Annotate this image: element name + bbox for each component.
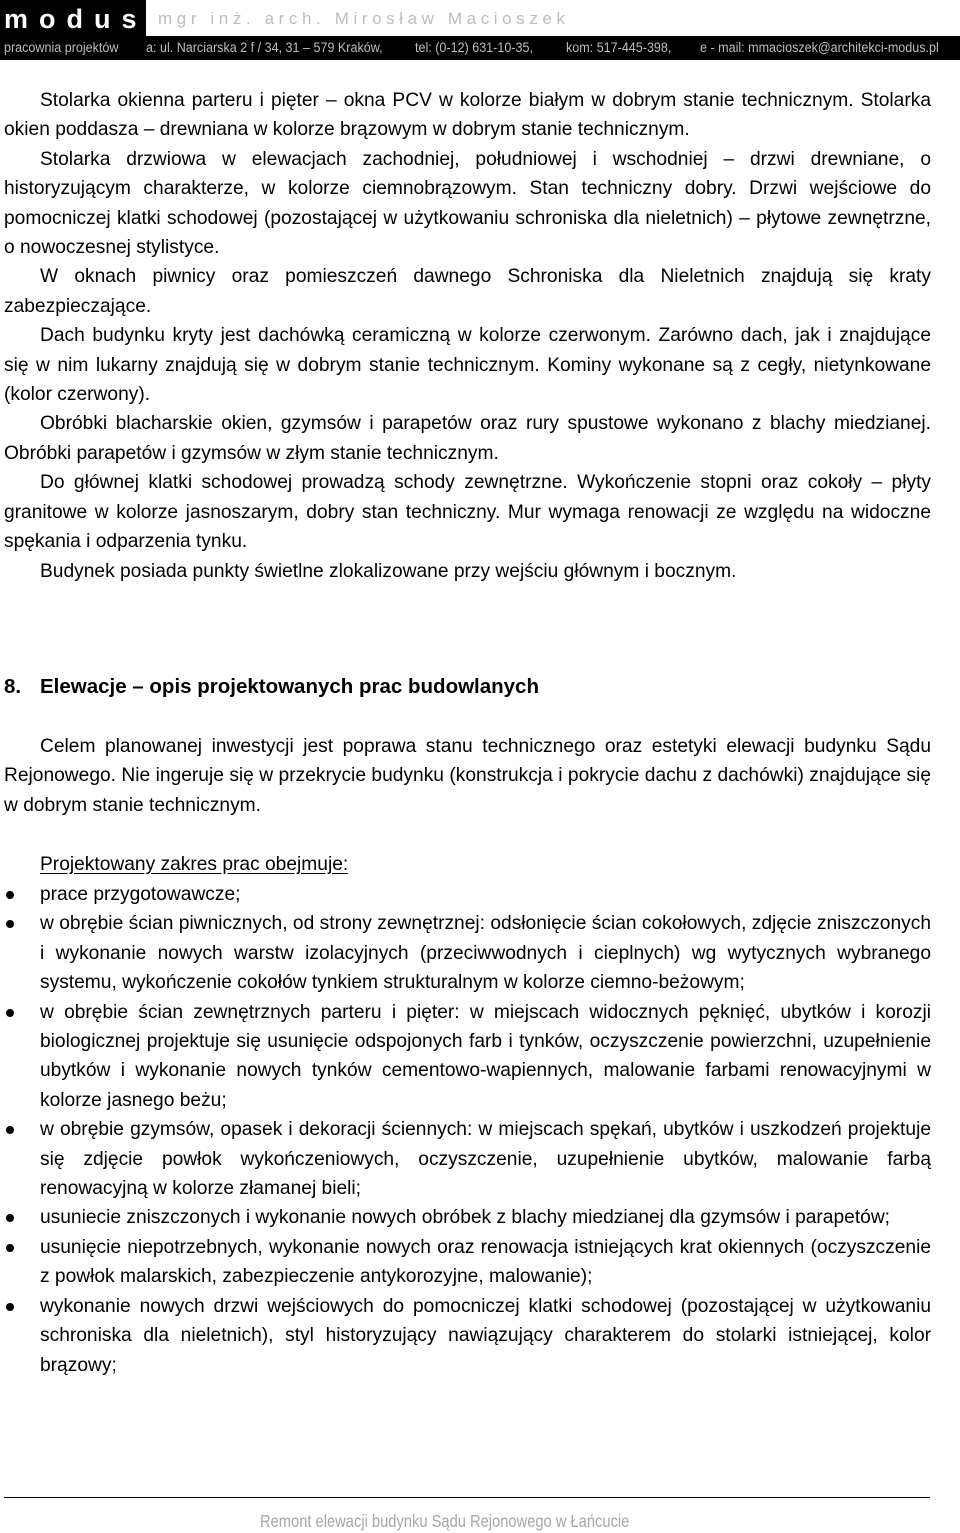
paragraph-bars: W oknach piwnicy oraz pomieszczeń dawnego Schroniska dla Nieletnich znajdują się kraty zabezpieczające. xyxy=(4,266,931,317)
list-item: usuniecie zniszczonych i wykonanie nowych obróbek z blachy miedzianej dla gzymsów i parapetów; xyxy=(4,1203,931,1232)
email-link[interactable]: e - mail: mmacioszek@architekci-modus.pl xyxy=(700,40,939,55)
phone-text: tel: (0-12) 631-10-35, xyxy=(415,40,533,55)
paragraph-flashing: Obróbki blacharskie okien, gzymsów i parapetów oraz rury spustowe wykonano z blachy miedzianej. Obróbki parapetów i gzymsów w złym stanie technicznym. xyxy=(4,413,931,464)
address-text: a: ul. Narciarska 2 f / 34, 31 – 579 Kraków, xyxy=(146,40,383,55)
mobile-text: kom: 517-445-398, xyxy=(566,40,672,55)
list-item: usunięcie niepotrzebnych, wykonanie nowych oraz renowacja istniejących krat okiennych (oczyszczenie z powłok malarskich, zabezpieczenie antykorozyjne, malowanie); xyxy=(4,1233,931,1292)
architect-name: mgr inż. arch. Mirosław Macioszek xyxy=(158,9,570,28)
bullet-icon xyxy=(6,920,14,928)
scope-title: Projektowany zakres prac obejmuje: xyxy=(40,854,349,875)
list-item: w obrębie ścian zewnętrznych parteru i pięter: w miejscach widocznych pęknięć, ubytków i korozji biologicznej projektuje się usunięcie odspojonych farb i tynków, oczyszczenie powierzchni, uzupełnienie ubytków i wykonanie nowych tynków cementowo-wapiennych, malowanie farbami renowacyjnymi w kolorze jasnego beżu; xyxy=(4,998,931,1116)
intro-paragraph: Celem planowanej inwestycji jest poprawa stanu technicznego oraz estetyki elewacji budynku Sądu Rejonowego. Nie ingeruje się w przekrycie budynku (konstrukcja i pokrycie dachu z dachówki) znajdujące się w dobrym stanie technicznym. xyxy=(4,736,931,816)
paragraph-lighting: Budynek posiada punkty świetlne zlokalizowane przy wejściu głównym i bocznym. xyxy=(40,560,737,582)
section-title: Elewacje – opis projektowanych prac budowlanych xyxy=(40,675,539,698)
section-heading xyxy=(4,673,539,701)
list-item: w obrębie ścian piwnicznych, od strony zewnętrznej: odsłonięcie ścian cokołowych, zdjęcie zniszczonych i wykonanie nowych warstw izolacyjnych (przeciwwodnych i cieplnych) wg wytycznych wybranego systemu, wykończenie cokołów tynkiem strukturalnym w kolorze ciemno-beżowym; xyxy=(4,909,931,997)
company-logo xyxy=(0,0,146,36)
paragraph-roof: Dach budynku kryty jest dachówką ceramiczną w kolorze czerwonym. Zarówno dach, jak i znajdujące się w nim lukarny znajdują się w dobrym stanie technicznym. Kominy wykonane są z cegły, nietynkowane (kolor czerwony). xyxy=(4,325,931,406)
bullet-icon xyxy=(6,1126,14,1134)
section-intro xyxy=(4,732,931,820)
bullet-icon xyxy=(6,891,14,899)
paragraph-windows: Stolarka okienna parteru i pięter – okna PCV w kolorze białym w dobrym stanie technicznym. Stolarka okien poddasza – drewniana w kolorze brązowym w dobrym stanie technicznym. xyxy=(4,90,931,141)
scope-list xyxy=(4,880,931,1380)
footer-divider xyxy=(4,1497,930,1498)
list-item: prace przygotowawcze; xyxy=(4,880,931,909)
letterhead xyxy=(0,0,960,36)
footer-title: Remont elewacji budynku Sądu Rejonowego w Łańcucie xyxy=(260,1511,630,1531)
bullet-icon xyxy=(6,1303,14,1311)
list-item: w obrębie gzymsów, opasek i dekoracji ściennych: w miejscach spękań, ubytków i uszkodzeń projektuje się zdjęcie powłok wykończeniowych, oczyszczenie, uzupełnienie ubytków, malowanie farbą renowacyjną w kolorze złamanej bieli; xyxy=(4,1115,931,1203)
paragraph-doors: Stolarka drzwiowa w elewacjach zachodniej, południowej i wschodniej – drzwi drewniane, o historyzującym charakterze, w kolorze ciemnobrązowym. Stan techniczny dobry. Drzwi wejściowe do pomocniczej klatki schodowej (pozostającej w użytkowaniu schroniska dla nieletnich) – płytowe zewnętrzne, o nowoczesnej stylistyce. xyxy=(4,148,931,259)
description-section xyxy=(4,86,931,586)
section-number: 8. xyxy=(4,675,22,698)
bullet-icon xyxy=(6,1214,14,1222)
studio-label: pracownia projektów xyxy=(4,40,119,55)
list-item: wykonanie nowych drzwi wejściowych do pomocniczej klatki schodowej (pozostającej w użytkowaniu schroniska dla nieletnich), styl historyzujący nawiązujący charakterem do stolarki istniejącej, kolor brązowy; xyxy=(4,1292,931,1380)
bullet-icon xyxy=(6,1009,14,1017)
paragraph-stairs: Do głównej klatki schodowej prowadzą schody zewnętrzne. Wykończenie stopni oraz cokoły – płyty granitowe w kolorze jasnoszarym, dobry stan techniczny. Mur wymaga renowacji ze względu na widoczne spękania i odparzenia tynku. xyxy=(4,472,931,553)
logo-text: modus xyxy=(4,4,148,34)
bullet-icon xyxy=(6,1244,14,1252)
